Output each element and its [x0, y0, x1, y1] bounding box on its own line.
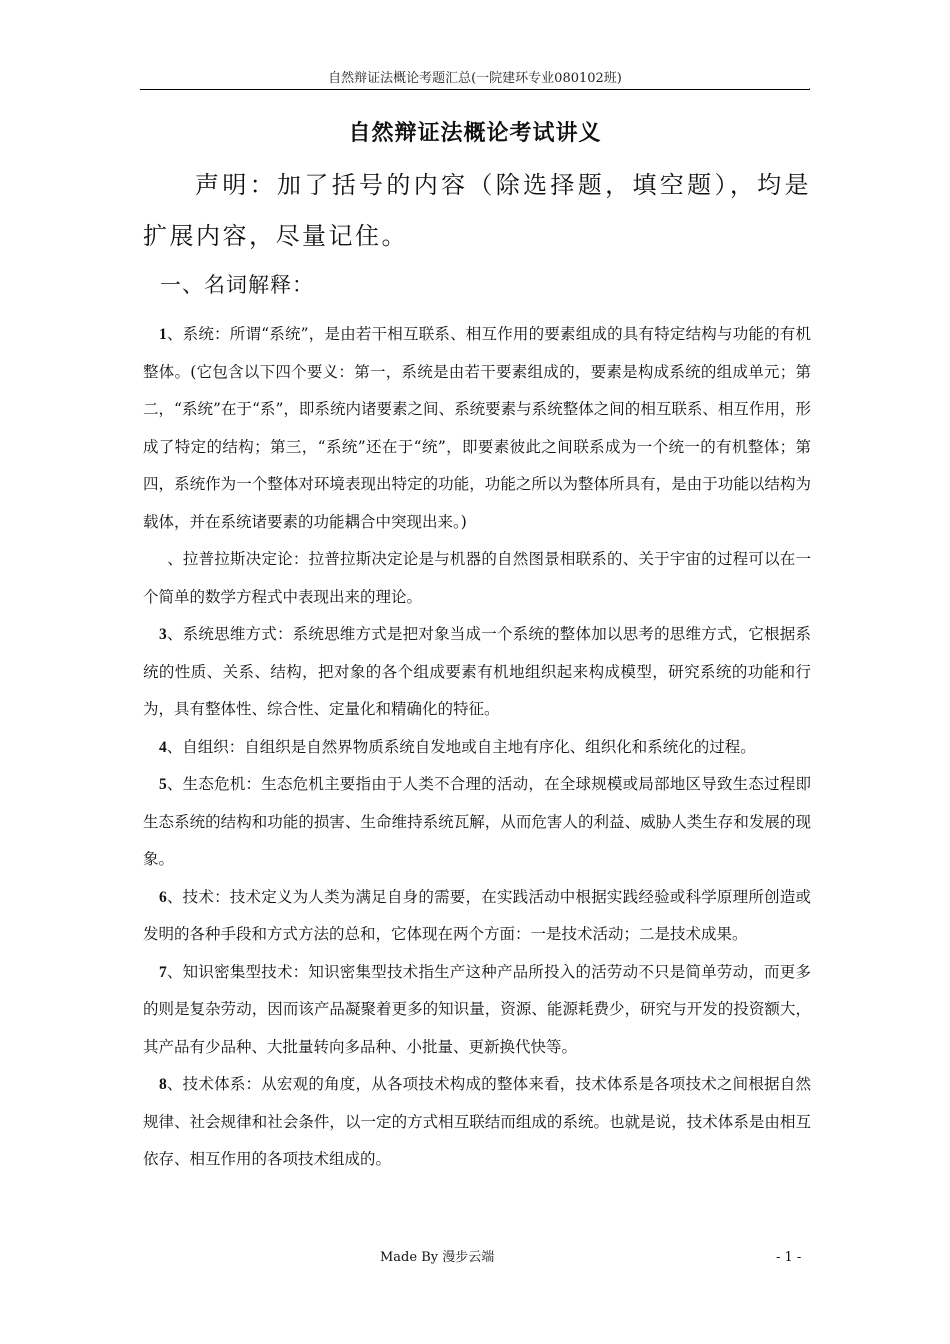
header-mark: , [808, 82, 811, 92]
footer-made-by: Made By 漫步云端 [380, 1250, 495, 1265]
entry-text: 、自组织：自组织是自然界物质系统自发地或自主地有序化、组织化和系统化的过程。 [166, 737, 756, 756]
definition-entry-6 [143, 879, 811, 954]
definition-list [143, 316, 811, 1179]
definition-entry-7 [143, 954, 811, 1067]
definition-entry-5 [143, 766, 811, 879]
entry-text: 、拉普拉斯决定论：拉普拉斯决定论是与机器的自然图景相联系的、关于宇宙的过程可以在一个简单的数学方程式中表现出来的理论。 [143, 550, 811, 606]
page-header: 自然辩证法概论考题汇总(一院建环专业080102班) [328, 71, 622, 86]
entry-text: 、系统思维方式：系统思维方式是把对象当成一个系统的整体加以思考的思维方式，它根据系统的性质、关系、结构，把对象的各个组成要素有机地组织起来构成模型，研究系统的功能和行为，具有整体性、综合性、定量化和精确化的特征。 [143, 625, 811, 718]
header-rule [140, 89, 810, 90]
definition-entry-2 [143, 541, 811, 616]
entry-number: 8 [159, 1076, 167, 1093]
entry-text: 、系统：所谓“系统”，是由若干相互联系、相互作用的要素组成的具有特定结构与功能的有机整体。(它包含以下四个要义：第一，系统是由若干要素组成的，要素是构成系统的组成单元；第二，“系统”在于“系”，即系统内诸要素之间、系统要素与系统整体之间的相互联系、相互作用，形成了特定的结构；第三，“系统”还在于“统”，即要素彼此之间联系成为一个统一的有机整体；第四，系统作为一个整体对环境表现出特定的功能，功能之所以为整体所具有，是由于功能以结构为载体，并在系统诸要素的功能耦合中突现出来。) [143, 325, 811, 531]
entry-text: 、技术：技术定义为人类为满足自身的需要，在实践活动中根据实践经验或科学原理所创造或发明的各种手段和方式方法的总和，它体现在两个方面：一是技术活动；二是技术成果。 [143, 887, 811, 943]
entry-text: 、生态危机：生态危机主要指由于人类不合理的活动，在全球规模或局部地区导致生态过程即生态系统的结构和功能的损害、生命维持系统瓦解，从而危害人的利益、威胁人类生存和发展的现象。 [143, 775, 811, 868]
entry-number: 3 [159, 626, 167, 643]
section-heading: 一、名词解释： [160, 273, 314, 297]
definition-entry-4 [143, 729, 811, 767]
entry-text: 、技术体系：从宏观的角度，从各项技术构成的整体来看，技术体系是各项技术之间根据自然规律、社会规律和社会条件，以一定的方式相互联结而组成的系统。也就是说，技术体系是由相互依存、相互作用的各项技术组成的。 [143, 1075, 811, 1168]
page-number: - 1 - [776, 1250, 802, 1265]
definition-entry-1 [143, 316, 811, 541]
entry-text: 、知识密集型技术：知识密集型技术指生产这种产品所投入的活劳动不只是简单劳动，而更多的则是复杂劳动，因而该产品凝聚着更多的知识量，资源、能源耗费少，研究与开发的投资额大，其产品有少品种、大批量转向多品种、小批量、更新换代快等。 [143, 962, 811, 1056]
entry-number: 1 [159, 326, 167, 343]
document-title: 自然辩证法概论考试讲义 [348, 120, 602, 146]
definition-entry-3 [143, 616, 811, 729]
statement-paragraph: 声明：加了括号的内容（除选择题，填空题），均是扩展内容，尽量记住。 [143, 171, 811, 250]
entry-number: 6 [159, 888, 167, 906]
entry-number: 5 [159, 776, 167, 793]
entry-number: 4 [159, 738, 167, 756]
entry-number: 7 [159, 963, 167, 981]
definition-entry-8 [143, 1066, 811, 1179]
